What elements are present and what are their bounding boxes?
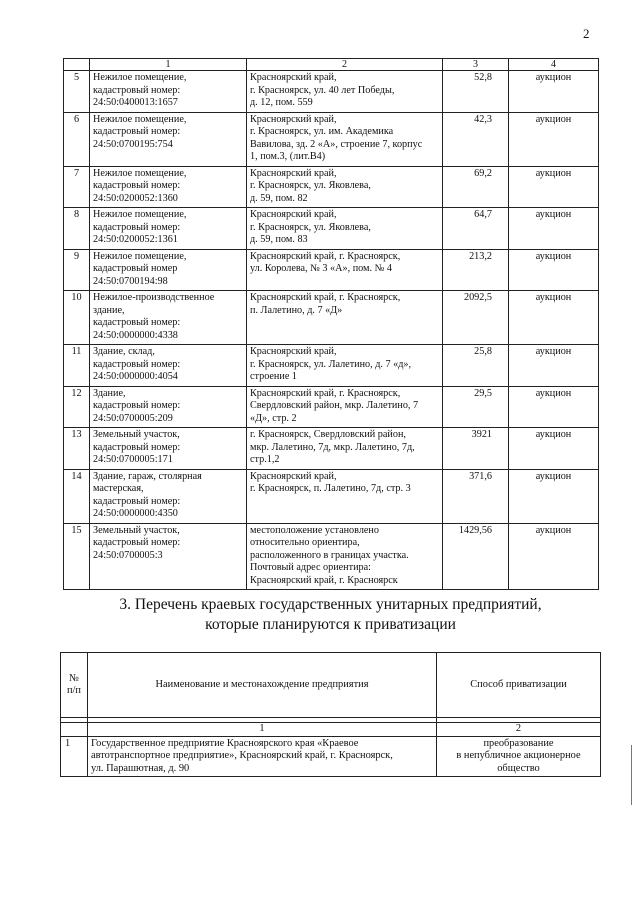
object-name-line: кадастровый номер:	[93, 495, 181, 507]
section-title	[63, 595, 598, 635]
table-row	[64, 249, 599, 291]
privatization-method: аукцион	[509, 71, 599, 113]
privatization-method-line: преобразование	[483, 737, 554, 749]
object-address-line: д. 59, пом. 83	[250, 234, 308, 245]
object-address	[247, 112, 443, 166]
header-name: Наименование и местонахождение предприятия	[88, 653, 437, 718]
object-address-line: г. Красноярск, п. Лалетино, 7д, стр. 3	[250, 483, 411, 494]
object-area: 29,5	[443, 386, 509, 428]
object-address	[247, 523, 443, 590]
object-name-line: кадастровый номер:	[93, 358, 181, 370]
object-name-line: кадастровый номер:	[93, 180, 181, 191]
object-name-line: кадастровый номер:	[93, 317, 181, 328]
subheader-1: 1	[88, 723, 437, 737]
header-cell-4: 4	[509, 59, 599, 71]
table-row	[64, 523, 599, 590]
table-row	[64, 386, 599, 428]
header-cell-2: 2	[247, 59, 443, 71]
object-name	[90, 428, 247, 470]
privatization-method-line: в непубличное акционерное	[456, 750, 581, 761]
object-name-line: кадастровый номер:	[93, 84, 181, 96]
object-address-line: д. 12, пом. 559	[250, 97, 313, 108]
object-name-line: Здание,	[93, 387, 126, 399]
object-name-line: Нежилое помещение,	[93, 250, 187, 262]
object-name-line: 24:50:0400013:1657	[93, 97, 178, 108]
object-address-line: г. Красноярск, ул. Яковлева,	[250, 221, 371, 233]
object-name-line: 24:50:0700005:171	[93, 454, 173, 465]
object-address-line: относительно ориентира,	[250, 537, 360, 548]
object-address-line: Красноярский край, г. Красноярск,	[250, 292, 401, 303]
enterprise-name-line: ул. Парашютная, д. 90	[91, 762, 190, 774]
object-name-line: мастерская,	[93, 483, 144, 494]
row-number: 9	[64, 249, 90, 291]
object-address-line: местоположение установлено	[250, 524, 379, 536]
object-area: 64,7	[443, 208, 509, 250]
privatization-method: аукцион	[509, 166, 599, 208]
table-row	[64, 208, 599, 250]
property-table	[63, 58, 599, 590]
privatization-method: аукцион	[509, 291, 599, 345]
object-address-line: Красноярский край, г. Красноярск,	[250, 387, 401, 399]
object-address-line: Красноярский край, г. Красноярск,	[250, 250, 401, 262]
object-name-line: 24:50:0700005:209	[93, 412, 173, 424]
section-title-line-2: которые планируются к приватизации	[205, 616, 456, 633]
object-name	[90, 166, 247, 208]
object-address	[247, 386, 443, 428]
object-name-line: 24:50:0200052:1361	[93, 234, 178, 245]
enterprise-name-line: автотранспортное предприятие», Красноярский край, г. Красноярск,	[91, 750, 393, 761]
row-number: 11	[64, 345, 90, 387]
object-address	[247, 469, 443, 523]
enterprise-table-header	[61, 653, 601, 718]
table-row	[64, 166, 599, 208]
header-cell-3: 3	[443, 59, 509, 71]
object-address	[247, 249, 443, 291]
object-address-line: г. Красноярск, Свердловский район,	[250, 429, 406, 440]
object-area: 42,3	[443, 112, 509, 166]
row-number: 7	[64, 166, 90, 208]
object-name-line: 24:50:0000000:4054	[93, 371, 178, 382]
object-address-line: мкр. Лалетино, 7д, мкр. Лалетино, 7д,	[250, 441, 415, 453]
row-number: 10	[64, 291, 90, 345]
privatization-method: аукцион	[509, 208, 599, 250]
privatization-method: аукцион	[509, 469, 599, 523]
object-address-line: строение 1	[250, 371, 297, 382]
privatization-method-line: общество	[497, 762, 540, 774]
object-area: 69,2	[443, 166, 509, 208]
privatization-method	[437, 736, 601, 777]
row-number: 1	[61, 736, 88, 777]
object-address-line: расположенного в границах участка.	[250, 549, 409, 561]
table-row	[61, 736, 601, 777]
object-name-line: Нежилое-производственное	[93, 292, 215, 303]
table-row	[64, 291, 599, 345]
object-name-line: 24:50:0000000:4338	[93, 329, 178, 341]
object-address	[247, 208, 443, 250]
header-num-line-2: п/п	[66, 685, 81, 696]
row-number: 6	[64, 112, 90, 166]
object-name-line: Земельный участок,	[93, 429, 180, 440]
privatization-method: аукцион	[509, 386, 599, 428]
object-address-line: Свердловский район, мкр. Лалетино, 7	[250, 400, 419, 411]
object-name	[90, 469, 247, 523]
object-address-line: Красноярский край, г. Красноярск	[250, 574, 398, 586]
object-address-line: Красноярский край,	[250, 113, 337, 125]
object-address	[247, 428, 443, 470]
object-name-line: Земельный участок,	[93, 524, 180, 536]
object-address-line: п. Лалетино, д. 7 «Д»	[250, 304, 343, 316]
section-title-line-1: 3. Перечень краевых государственных унитарных предприятий,	[119, 596, 542, 613]
object-address-line: Почтовый адрес ориентира:	[250, 562, 371, 573]
object-address	[247, 71, 443, 113]
object-name-line: Здание, гараж, столярная	[93, 470, 202, 482]
object-name-line: 24:50:0700195:754	[93, 138, 173, 150]
object-name-line: 24:50:0700194:98	[93, 275, 168, 287]
privatization-method: аукцион	[509, 112, 599, 166]
object-name-line: 24:50:0200052:1360	[93, 192, 178, 204]
margin-mark	[631, 745, 632, 805]
page-number: 2	[583, 26, 590, 41]
subheader-num	[61, 723, 88, 737]
object-address-line: г. Красноярск, ул. Лалетино, д. 7 «д»,	[250, 358, 412, 370]
property-table-header	[64, 59, 599, 71]
enterprise-name	[88, 736, 437, 777]
object-name	[90, 112, 247, 166]
object-name	[90, 208, 247, 250]
row-number: 14	[64, 469, 90, 523]
enterprise-table-subheader	[61, 723, 601, 737]
header-method: Способ приватизации	[437, 653, 601, 718]
object-address	[247, 345, 443, 387]
object-name-line: кадастровый номер	[93, 263, 178, 274]
object-address	[247, 291, 443, 345]
table-row	[64, 71, 599, 113]
header-cell-1: 1	[90, 59, 247, 71]
object-name-line: 24:50:0700005:3	[93, 549, 163, 561]
object-name-line: кадастровый номер:	[93, 400, 181, 411]
object-address-line: Красноярский край,	[250, 470, 337, 482]
object-area: 25,8	[443, 345, 509, 387]
object-address-line: Красноярский край,	[250, 346, 337, 357]
object-address-line: Вавилова, зд. 2 «А», строение 7, корпус	[250, 138, 423, 150]
table-row	[64, 345, 599, 387]
object-name-line: кадастровый номер:	[93, 221, 181, 233]
object-address-line: д. 59, пом. 82	[250, 192, 308, 204]
table-row	[64, 112, 599, 166]
table-row	[64, 428, 599, 470]
row-number: 5	[64, 71, 90, 113]
enterprise-table	[60, 652, 601, 777]
object-address-line: стр.1,2	[250, 454, 280, 465]
object-name-line: кадастровый номер:	[93, 441, 181, 453]
object-address-line: г. Красноярск, ул. Яковлева,	[250, 180, 371, 191]
subheader-2: 2	[437, 723, 601, 737]
privatization-method: аукцион	[509, 249, 599, 291]
enterprise-name-line: Государственное предприятие Красноярского края «Краевое	[91, 737, 359, 749]
object-address-line: 1, пом.3, (лит.В4)	[250, 151, 326, 162]
object-address-line: Красноярский край,	[250, 209, 337, 220]
object-area: 1429,56	[443, 523, 509, 590]
object-name-line: кадастровый номер:	[93, 537, 181, 548]
object-address-line: «Д», стр. 2	[250, 412, 297, 424]
object-name	[90, 386, 247, 428]
object-address-line: г. Красноярск, ул. им. Академика	[250, 126, 394, 137]
object-name-line: кадастровый номер:	[93, 126, 181, 137]
object-name	[90, 523, 247, 590]
object-address-line: ул. Королева, № 3 «А», пом. № 4	[250, 263, 392, 274]
object-address-line: Красноярский край,	[250, 72, 337, 83]
object-name-line: здание,	[93, 304, 125, 316]
object-name	[90, 345, 247, 387]
object-name-line: Нежилое помещение,	[93, 72, 187, 83]
object-name-line: 24:50:0000000:4350	[93, 508, 178, 519]
privatization-method: аукцион	[509, 523, 599, 590]
header-num-line-1: №	[69, 672, 79, 684]
object-name	[90, 291, 247, 345]
object-area: 52,8	[443, 71, 509, 113]
object-name-line: Нежилое помещение,	[93, 113, 187, 125]
object-name-line: Здание, склад,	[93, 346, 155, 357]
header-num	[61, 653, 88, 718]
object-name-line: Нежилое помещение,	[93, 209, 187, 220]
object-address-line: г. Красноярск, ул. 40 лет Победы,	[250, 84, 395, 96]
header-cell-num	[64, 59, 90, 71]
object-name	[90, 71, 247, 113]
object-address	[247, 166, 443, 208]
privatization-method: аукцион	[509, 345, 599, 387]
row-number: 13	[64, 428, 90, 470]
privatization-method: аукцион	[509, 428, 599, 470]
object-area: 3921	[443, 428, 509, 470]
object-area: 213,2	[443, 249, 509, 291]
object-name-line: Нежилое помещение,	[93, 167, 187, 179]
object-area: 371,6	[443, 469, 509, 523]
object-area: 2092,5	[443, 291, 509, 345]
row-number: 12	[64, 386, 90, 428]
object-address-line: Красноярский край,	[250, 167, 337, 179]
object-name	[90, 249, 247, 291]
table-row	[64, 469, 599, 523]
row-number: 15	[64, 523, 90, 590]
row-number: 8	[64, 208, 90, 250]
